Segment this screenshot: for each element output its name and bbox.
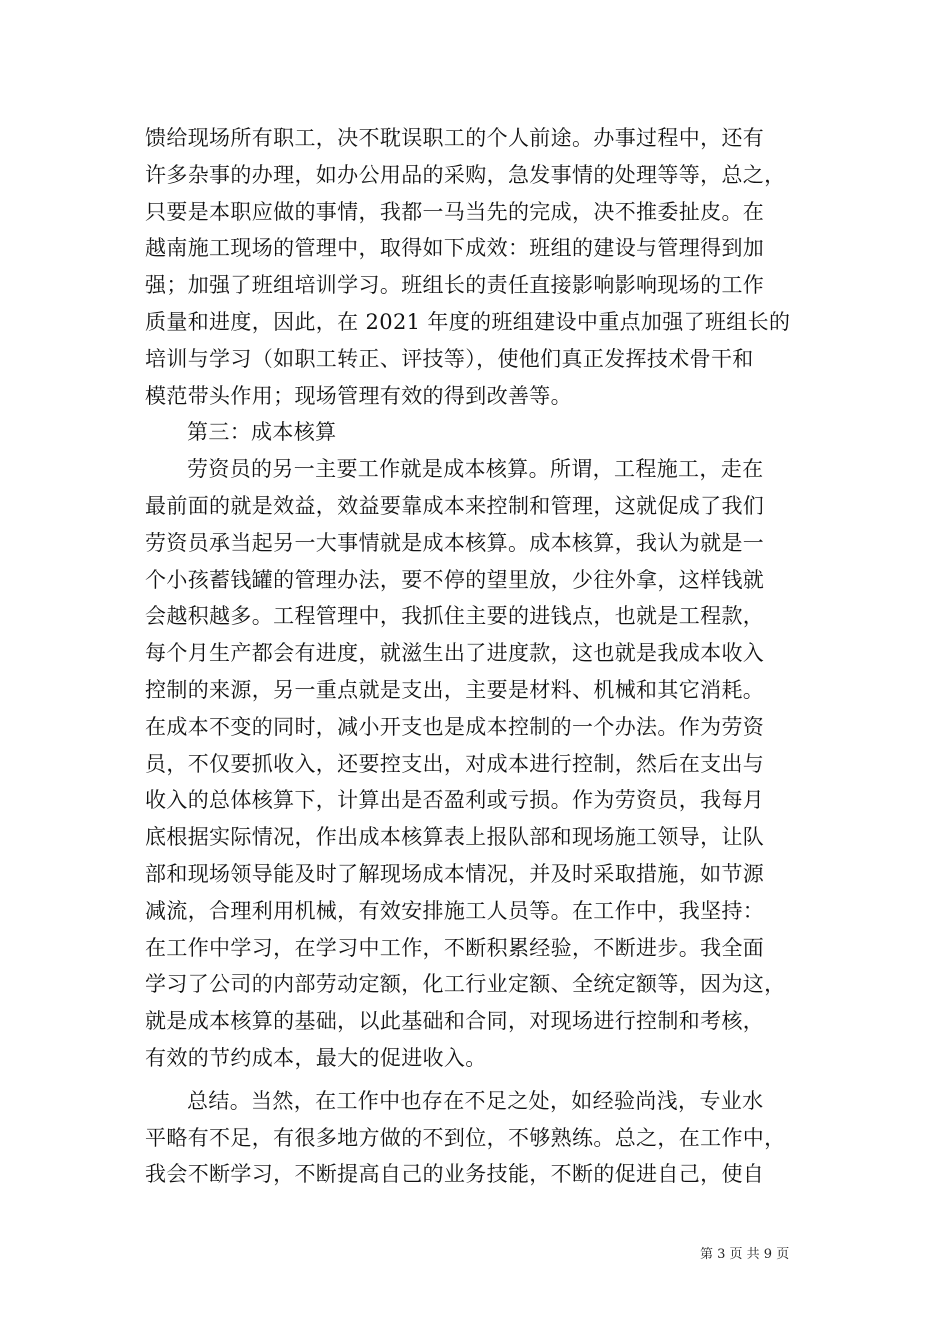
text-line: 减流，合理利用机械，有效安排施工人员等。在工作中，我坚持： bbox=[145, 898, 765, 923]
text-line: 只要是本职应做的事情，我都一马当先的完成，决不推委扯皮。在 bbox=[145, 199, 765, 224]
text-line: 培训与学习（如职工转正、评技等），使他们真正发挥技术骨干和 bbox=[145, 346, 754, 371]
text-line: 模范带头作用；现场管理有效的得到改善等。 bbox=[145, 383, 572, 408]
text-line: 许多杂事的办理，如办公用品的采购，急发事情的处理等等，总之， bbox=[145, 162, 786, 187]
text-line: 个小孩蓄钱罐的管理办法，要不停的望里放，少往外拿，这样钱就 bbox=[145, 567, 765, 592]
text-line: 劳资员承当起另一大事情就是成本核算。成本核算，我认为就是一 bbox=[145, 530, 765, 555]
text-line: 我会不断学习，不断提高自己的业务技能，不断的促进自己，使自 bbox=[145, 1162, 765, 1187]
text-line: 每个月生产都会有进度，就滋生出了进度款，这也就是我成本收入 bbox=[145, 641, 765, 666]
text-line: 越南施工现场的管理中，取得如下成效：班组的建设与管理得到加 bbox=[145, 236, 765, 261]
text-line: 控制的来源，另一重点就是支出，主要是材料、机械和其它消耗。 bbox=[145, 677, 765, 702]
text-line: 学习了公司的内部劳动定额，化工行业定额、全统定额等，因为这， bbox=[145, 972, 786, 997]
text-line: 总结。当然，在工作中也存在不足之处，如经验尚浅，专业水 bbox=[187, 1088, 764, 1113]
section-heading: 第三：成本核算 bbox=[187, 420, 337, 445]
text-line: 在成本不变的同时，减小开支也是成本控制的一个办法。作为劳资 bbox=[145, 714, 765, 739]
text-line: 部和现场领导能及时了解现场成本情况，并及时采取措施，如节源 bbox=[145, 861, 765, 886]
text-line: 平略有不足，有很多地方做的不到位，不够熟练。总之，在工作中， bbox=[145, 1125, 786, 1150]
text-line: 员，不仅要抓收入，还要控支出，对成本进行控制，然后在支出与 bbox=[145, 751, 765, 776]
body-text bbox=[145, 120, 810, 1193]
text-line: 在工作中学习，在学习中工作，不断积累经验，不断进步。我全面 bbox=[145, 935, 765, 960]
text-line: 质量和进度，因此，在 2021 年度的班组建设中重点加强了班组长的 bbox=[145, 309, 791, 334]
text-line: 馈给现场所有职工，决不耽误职工的个人前途。办事过程中，还有 bbox=[145, 126, 765, 150]
text-line: 最前面的就是效益，效益要靠成本来控制和管理，这就促成了我们 bbox=[145, 493, 765, 518]
page-number: 第 3 页 共 9 页 bbox=[700, 1247, 790, 1262]
text-line: 会越积越多。工程管理中，我抓住主要的进钱点，也就是工程款， bbox=[145, 604, 765, 629]
text-line: 底根据实际情况，作出成本核算表上报队部和现场施工领导，让队 bbox=[145, 825, 765, 850]
text-line: 收入的总体核算下，计算出是否盈利或亏损。作为劳资员，我每月 bbox=[145, 788, 765, 813]
text-line: 有效的节约成本，最大的促进收入。 bbox=[145, 1045, 487, 1070]
text-line: 就是成本核算的基础，以此基础和合同，对现场进行控制和考核， bbox=[145, 1009, 765, 1034]
text-line: 强；加强了班组培训学习。班组长的责任直接影响影响现场的工作 bbox=[145, 273, 765, 298]
text-line: 劳资员的另一主要工作就是成本核算。所谓，工程施工，走在 bbox=[187, 457, 764, 482]
